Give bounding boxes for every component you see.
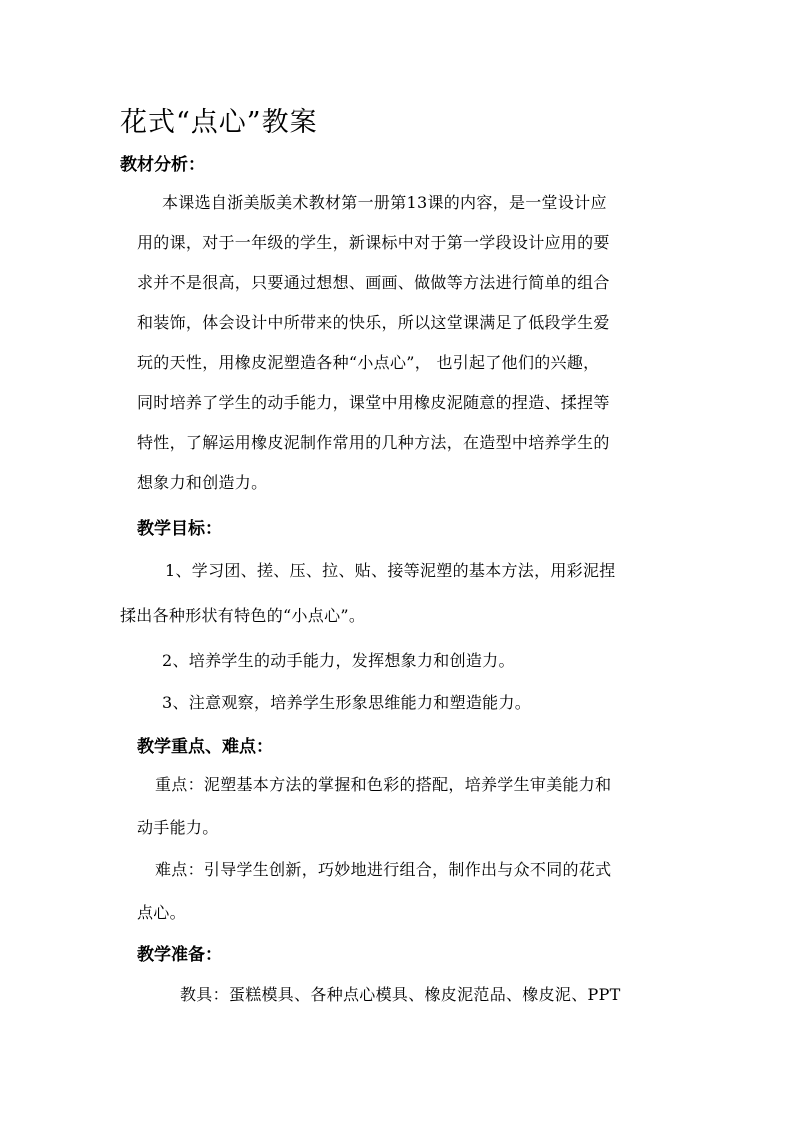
- analysis-line: 和装饰，体会设计中所带来的快乐，所以这堂课满足了低段学生爱: [137, 313, 610, 332]
- goals-line: 揉出各种形状有特色的“小点心”。: [120, 606, 366, 625]
- keypoints-line: 点心。: [137, 903, 186, 922]
- goals-line: 2、培养学生的动手能力，发挥想象力和创造力。: [162, 651, 515, 670]
- keypoints-line: 重点：泥塑基本方法的掌握和色彩的搭配，培养学生审美能力和: [155, 775, 612, 794]
- section-heading-goals: 教学目标：: [137, 519, 222, 539]
- analysis-line: 本课选自浙美版美术教材第一册第13课的内容，是一堂设计应: [162, 193, 607, 212]
- analysis-line: 用的课，对于一年级的学生，新课标中对于第一学段设计应用的要: [137, 233, 610, 252]
- analysis-line: 求并不是很高，只要通过想想、画画、做做等方法进行简单的组合: [137, 273, 610, 292]
- keypoints-line: 动手能力。: [137, 818, 219, 837]
- analysis-line: 玩的天性，用橡皮泥塑造各种“小点心”， 也引起了他们的兴趣，: [137, 353, 600, 372]
- preparation-line: 教具：蛋糕模具、各种点心模具、橡皮泥范品、橡皮泥、PPT: [180, 985, 621, 1004]
- goals-line: 1、学习团、搓、压、拉、贴、接等泥塑的基本方法，用彩泥捏: [165, 561, 616, 580]
- document-title: 花式“点心”教案: [120, 107, 318, 138]
- analysis-line: 特性，了解运用橡皮泥制作常用的几种方法，在造型中培养学生的: [137, 433, 610, 452]
- analysis-line: 同时培养了学生的动手能力，课堂中用橡皮泥随意的捏造、揉捏等: [137, 393, 610, 412]
- goals-line: 3、注意观察，培养学生形象思维能力和塑造能力。: [162, 693, 532, 712]
- section-heading-preparation: 教学准备：: [137, 945, 222, 965]
- section-heading-analysis: 教材分析：: [120, 155, 205, 175]
- analysis-line: 想象力和创造力。: [137, 473, 268, 492]
- keypoints-line: 难点：引导学生创新，巧妙地进行组合，制作出与众不同的花式: [155, 860, 612, 879]
- section-heading-keypoints: 教学重点、难点：: [137, 737, 273, 757]
